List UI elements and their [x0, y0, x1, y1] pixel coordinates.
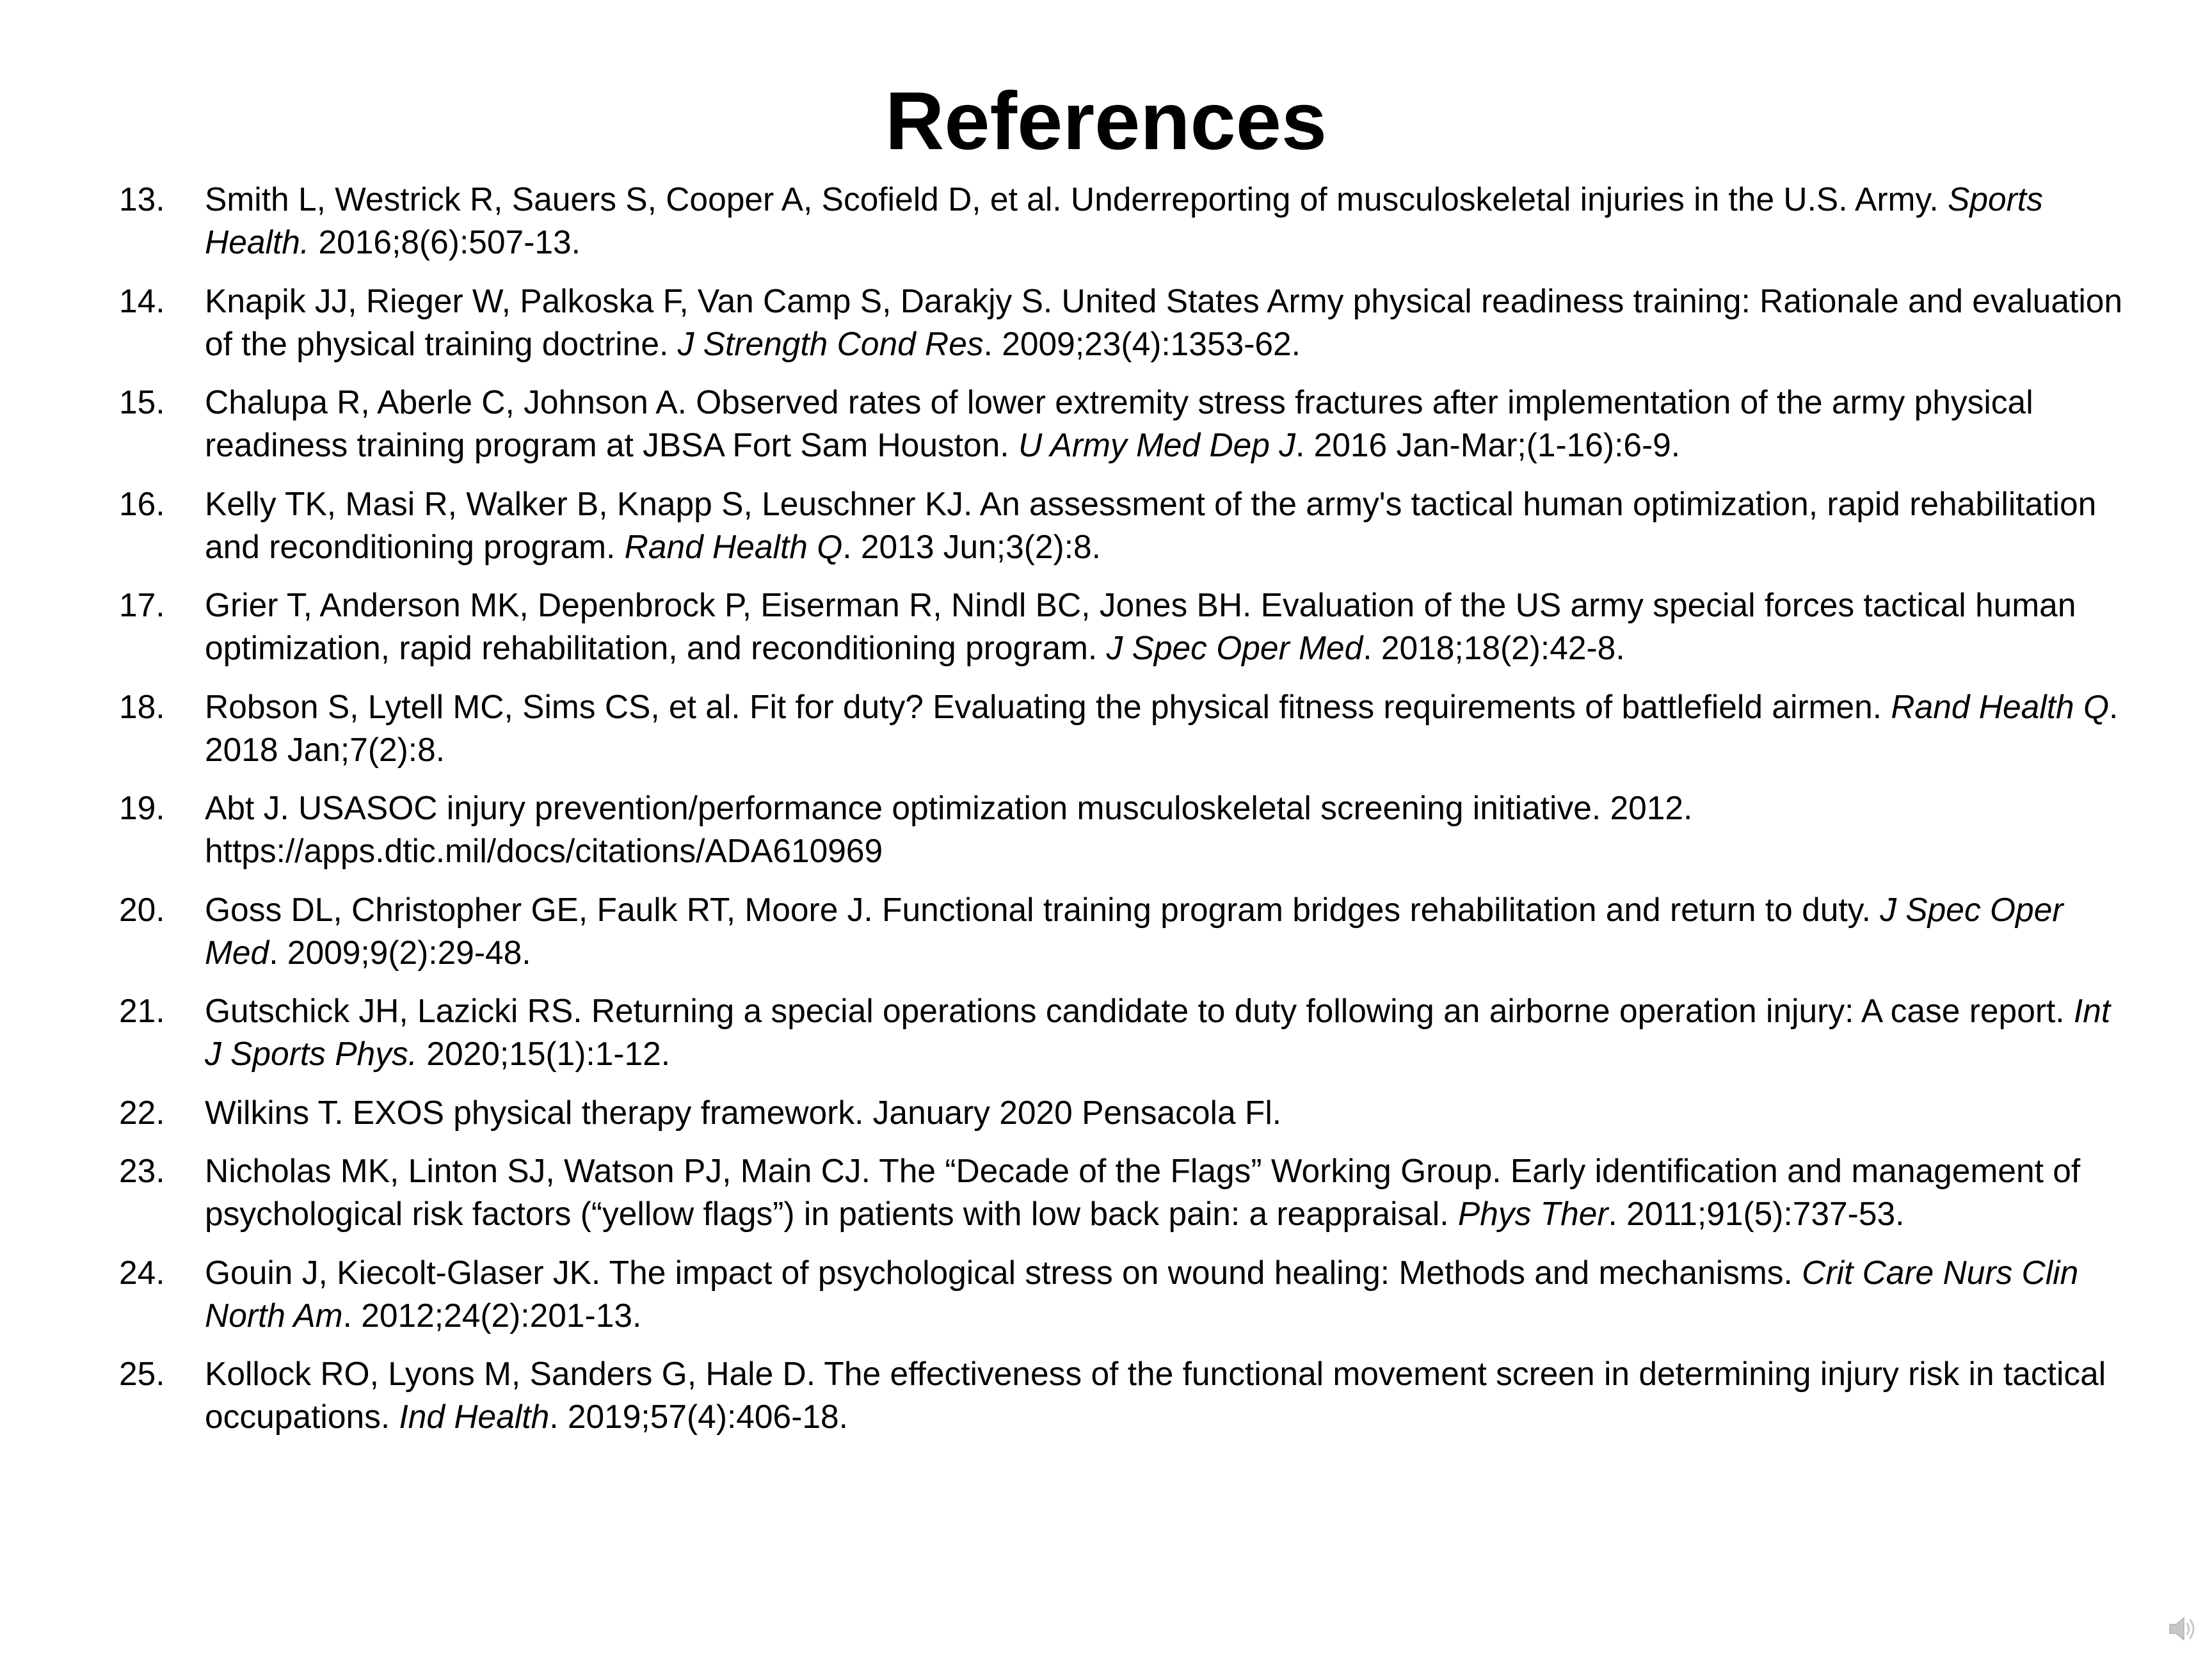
- reference-number: 21.: [119, 992, 165, 1029]
- reference-text: [205, 584, 2129, 669]
- reference-number: 15.: [119, 383, 165, 421]
- reference-text: [205, 685, 2129, 771]
- reference-details: . 2009;9(2):29-48.: [269, 933, 531, 971]
- reference-number: 13.: [119, 180, 165, 218]
- reference-journal: Crit Care Nurs Clin North Am: [205, 1253, 2079, 1334]
- reference-text: [205, 888, 2129, 974]
- reference-list: [119, 178, 2129, 1454]
- reference-text: [205, 1352, 2129, 1438]
- reference-text: [205, 483, 2129, 568]
- reference-citation: Kollock RO, Lyons M, Sanders G, Hale D. The effectiveness of the functional movement screen in determining injury risk in tactical occupations.: [205, 1355, 2106, 1435]
- reference-number: 17.: [119, 586, 165, 623]
- reference-citation: Robson S, Lytell MC, Sims CS, et al. Fit for duty? Evaluating the physical fitness requirements of battlefield airmen.: [205, 687, 1891, 725]
- reference-number: 25.: [119, 1355, 165, 1392]
- reference-item: [119, 178, 2129, 264]
- reference-journal: J Strength Cond Res: [677, 325, 984, 362]
- reference-text: [205, 178, 2129, 264]
- reference-item: [119, 1150, 2129, 1235]
- reference-item: [119, 381, 2129, 467]
- reference-number: 24.: [119, 1253, 165, 1291]
- reference-journal: Rand Health Q: [624, 527, 843, 565]
- reference-item: [119, 787, 2129, 872]
- reference-citation: Knapik JJ, Rieger W, Palkoska F, Van Camp S, Darakjy S. United States Army physical readiness training: Rationale and evaluation of the physical training doctrine.: [205, 282, 2123, 362]
- reference-citation: Chalupa R, Aberle C, Johnson A. Observed rates of lower extremity stress fractures after implementation of the army physical readiness training program at JBSA Fort Sam Houston.: [205, 383, 2033, 463]
- reference-item: [119, 280, 2129, 365]
- reference-item: [119, 483, 2129, 568]
- reference-citation: Goss DL, Christopher GE, Faulk RT, Moore J. Functional training program bridges rehabilitation and return to duty.: [205, 890, 1880, 928]
- reference-citation: Grier T, Anderson MK, Depenbrock P, Eiserman R, Nindl BC, Jones BH. Evaluation of the US army special forces tactical human optimization, rapid rehabilitation, and reconditioning program.: [205, 586, 2076, 666]
- reference-journal: Sports Health.: [205, 180, 2043, 260]
- reference-text: [205, 990, 2129, 1075]
- reference-item: [119, 584, 2129, 669]
- reference-item: [119, 888, 2129, 974]
- reference-journal: J Spec Oper Med: [205, 890, 2064, 971]
- reference-number: 23.: [119, 1152, 165, 1189]
- reference-citation: Kelly TK, Masi R, Walker B, Knapp S, Leuschner KJ. An assessment of the army's tactical human optimization, rapid rehabilitation and reconditioning program.: [205, 485, 2097, 565]
- reference-journal: Ind Health: [399, 1398, 550, 1435]
- reference-journal: Rand Health Q: [1891, 687, 2110, 725]
- reference-text: [205, 280, 2129, 365]
- reference-number: 20.: [119, 890, 165, 928]
- reference-citation: Abt J. USASOC injury prevention/performance optimization musculoskeletal screening initiative. 2012. https://apps.dtic.mil/docs/citations/ADA610969: [205, 789, 1693, 869]
- reference-number: 19.: [119, 789, 165, 826]
- reference-item: [119, 685, 2129, 771]
- reference-details: . 2009;23(4):1353-62.: [983, 325, 1301, 362]
- reference-citation: Gutschick JH, Lazicki RS. Returning a special operations candidate to duty following an airborne operation injury: A case report.: [205, 992, 2074, 1029]
- reference-text: [205, 381, 2129, 467]
- reference-number: 22.: [119, 1093, 165, 1131]
- reference-text: [205, 1150, 2129, 1235]
- reference-citation: Smith L, Westrick R, Sauers S, Cooper A, Scofield D, et al. Underreporting of musculoskeletal injuries in the U.S. Army.: [205, 180, 1948, 218]
- reference-details: . 2018;18(2):42-8.: [1363, 629, 1625, 666]
- reference-text: [205, 787, 2129, 872]
- page-title: References: [885, 76, 1327, 167]
- reference-details: . 2011;91(5):737-53.: [1608, 1195, 1905, 1232]
- reference-number: 18.: [119, 687, 165, 725]
- reference-details: 2016;8(6):507-13.: [309, 223, 581, 260]
- reference-journal: Int J Sports Phys.: [205, 992, 2111, 1072]
- reference-item: [119, 1251, 2129, 1337]
- reference-text: [205, 1251, 2129, 1337]
- reference-journal: Phys Ther: [1457, 1195, 1608, 1232]
- reference-journal: U Army Med Dep J: [1018, 426, 1296, 463]
- speaker-icon-graphic: [2166, 1613, 2198, 1645]
- reference-text: [205, 1091, 2129, 1134]
- reference-details: . 2016 Jan-Mar;(1-16):6-9.: [1295, 426, 1681, 463]
- reference-item: [119, 1091, 2129, 1134]
- reference-citation: Nicholas MK, Linton SJ, Watson PJ, Main CJ. The “Decade of the Flags” Working Group. Early identification and management of psychological risk factors (“yellow flags”) in patients with low back pain: a reappraisal.: [205, 1152, 2081, 1232]
- reference-details: . 2012;24(2):201-13.: [342, 1296, 642, 1334]
- reference-item: [119, 1352, 2129, 1438]
- reference-details: . 2013 Jun;3(2):8.: [842, 527, 1101, 565]
- reference-number: 16.: [119, 485, 165, 522]
- reference-citation: Wilkins T. EXOS physical therapy framework. January 2020 Pensacola Fl.: [205, 1093, 1282, 1131]
- reference-details: . 2018 Jan;7(2):8.: [205, 687, 2119, 768]
- reference-details: . 2019;57(4):406-18.: [549, 1398, 848, 1435]
- reference-details: 2020;15(1):1-12.: [417, 1035, 671, 1072]
- reference-journal: J Spec Oper Med: [1106, 629, 1363, 666]
- reference-number: 14.: [119, 282, 165, 319]
- reference-citation: Gouin J, Kiecolt-Glaser JK. The impact of psychological stress on wound healing: Methods and mechanisms.: [205, 1253, 1802, 1291]
- reference-item: [119, 990, 2129, 1075]
- speaker-icon[interactable]: [2166, 1613, 2198, 1645]
